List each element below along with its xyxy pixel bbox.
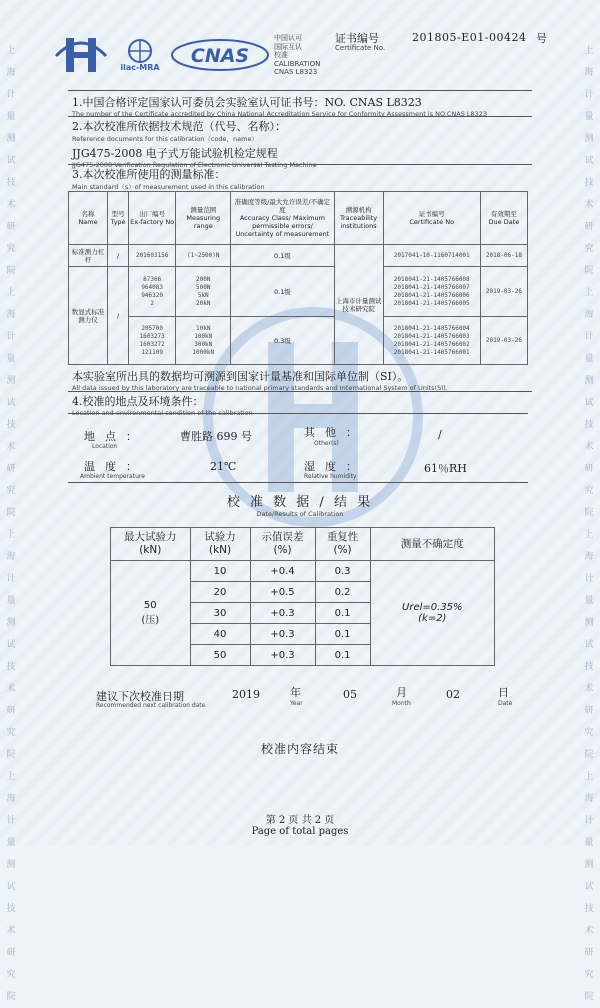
certificate-header — [52, 20, 560, 80]
next-calibration-label: 建议下次校准日期 — [96, 690, 184, 703]
temperature-label: 温度： — [84, 460, 147, 473]
col-range: 测量范围 Measuring range — [176, 192, 231, 245]
certificate-no-label-en: Certificate No. — [335, 44, 386, 52]
page-number: 第 2 页 共 2 页 Page of total pages — [251, 815, 349, 837]
col-type: 型号 Type — [108, 192, 129, 245]
col-due-date: 有效期至 Due Date — [480, 192, 527, 245]
humidity-value: 61％RH — [424, 462, 467, 475]
divider — [68, 116, 532, 117]
results-table — [110, 527, 495, 666]
humidity-label: 湿度： — [304, 460, 367, 473]
divider — [68, 164, 532, 165]
month-label: 月 — [396, 686, 407, 699]
divider — [68, 391, 532, 392]
day-label: 日 — [498, 686, 509, 699]
uncertainty-cell: Urel=0.35% (k=2) — [370, 561, 494, 666]
divider — [68, 90, 532, 91]
year-label: 年 — [290, 686, 301, 699]
table-header-row — [111, 528, 495, 561]
location-label-en: Location — [92, 443, 118, 450]
security-strip-left: 上 海 计 量 测 试 技 术 研 究 院 上 海 计 量 测 试 技 术 研 究 院 上 海 计 量 测 试 技 术 研 究 院 上 海 计 量 测 试 技 术 研 究 院 — [6, 46, 16, 1002]
ilac-mra-logo-icon — [114, 38, 166, 72]
security-strip-right: 上 海 计 量 测 试 技 术 研 究 院 上 海 计 量 测 试 技 术 研 究 院 上 海 计 量 测 试 技 术 研 究 院 上 海 计 量 测 试 技 术 研 究 院 — [584, 46, 594, 1002]
table-row: 20 +0.5 0.2 — [111, 582, 495, 603]
location-value: 曹胜路 699 号 — [180, 430, 252, 443]
traceability-statement: 本实验室所出具的数据均可溯源到国家计量基准和国际单位制（SI）。 All data issued by this laboratory are traceable to national primary standards and International System of Units(SI). — [72, 370, 448, 392]
others-value: / — [438, 428, 442, 441]
certificate-no-value: 201805-E01-00424 — [412, 31, 527, 44]
reference-doc-cn: JJG475-2008 电子式万能试验机检定规程 — [72, 147, 278, 160]
temperature-value: 21℃ — [210, 460, 237, 473]
section-accreditation: 1.中国合格评定国家认可委员会实验室认可证书号：NO. CNAS L8323 The number of the Certificate accredited by China National Accreditation Service for Conformity Assessment is NO.CNAS L8323 — [72, 96, 488, 118]
col-ex-factory-no: 出厂编号 Ex-factory No — [129, 192, 176, 245]
table-row: 50 +0.3 0.1 — [111, 645, 495, 666]
col-test-force: 试验力 (kN) — [190, 528, 250, 561]
humidity-label-en: Relative humidity — [304, 473, 357, 480]
others-label: 其他： — [304, 426, 367, 439]
table-row: 40 +0.3 0.1 — [111, 624, 495, 645]
col-uncertainty: 测量不确定度 — [370, 528, 494, 561]
others-label-en: Other(s) — [314, 440, 339, 447]
table-row: 30 +0.3 0.1 — [111, 603, 495, 624]
table-row: 标准测力杠杆 / 201603156 (1~2500)N 0.1级 上海市计量测试技术研究院 2017041-10-1160714001 2018-06-18 — [69, 245, 528, 267]
section-location: 4.校准的地点及环境条件： Location and environmental condition of the calibration — [72, 395, 253, 417]
col-certificate-no: 证书编号 Certificate No — [383, 192, 480, 245]
table-row: 数显式标准测力仪 / 87306 964083 946320 2 200N 500N 5kN 20kN 0.1级 2018041-21-1405766008 2018041-21-1405766007 2018041-21-1405766006 2018041-21-1405766005 2019-03-26 — [69, 267, 528, 317]
table-header-row — [69, 192, 528, 245]
day-label-en: Date — [498, 700, 513, 707]
col-max-force: 最大试验力 (kN) — [111, 528, 191, 561]
table-row: 205700 1603273 1603272 121109 10kN 100kN 300kN 1000kN 0.3级 2018041-21-1405766004 2018041-21-1405766003 2018041-21-1405766002 2018041-21-1405766001 2019-03-26 — [69, 317, 528, 365]
temperature-label-en: Ambient temperature — [80, 473, 145, 480]
results-subtitle: Date/Results of Calibration — [256, 510, 344, 518]
section-standards: 3.本次校准所使用的测量标准： Main standard（s）of measurement used in this calibration — [72, 168, 265, 191]
results-title: 校 准 数 据 / 结 果 — [226, 495, 374, 510]
col-traceability: 溯源机构 Traceability institutions — [334, 192, 383, 245]
svg-text:CNAS: CNAS — [190, 45, 250, 67]
table-row: 50 (压) 10 +0.4 0.3 Urel=0.35% (k=2) — [111, 561, 495, 582]
col-repeatability: 重复性 (%) — [315, 528, 370, 561]
certificate-no-suffix: 号 — [536, 32, 547, 45]
location-label: 地点： — [84, 430, 147, 443]
next-calibration-label-en: Recommended next calibration date — [96, 702, 206, 709]
standards-table — [68, 191, 528, 365]
certificate-no-label: 证书编号 — [335, 32, 379, 45]
year-label-en: Year — [290, 700, 303, 707]
max-force-cell: 50 (压) — [111, 561, 191, 666]
next-day-value: 02 — [446, 688, 460, 701]
institute-logo-icon — [52, 28, 110, 76]
month-label-en: Month — [392, 700, 411, 707]
environment-conditions — [68, 413, 528, 483]
cnas-logo-icon — [170, 38, 270, 72]
cnas-accreditation-mark: 中国认可 国际互认 校准 CALIBRATION CNAS L8323 — [274, 34, 321, 76]
next-month-value: 05 — [343, 688, 357, 701]
reference-doc-en: JJG475-2008 Verification Regulation of Electronic Universal Testing Machine — [72, 161, 317, 169]
col-indication-error: 示值误差 (%) — [250, 528, 315, 561]
col-name: 名称 Name — [69, 192, 108, 245]
svg-text:ilac-MRA: ilac-MRA — [120, 63, 160, 72]
end-of-content: 校准内容结束 — [260, 742, 339, 756]
next-year-value: 2019 — [232, 688, 260, 701]
section-reference-docs: 2.本次校准所依据技术规范（代号、名称）： Reference documents for this calibration（code，name） JJG475-2008 电子式万能试验机检定规程 JJG475-2008 Verification Regulation of Electronic Universal Testing Machine — [72, 120, 317, 169]
col-accuracy: 准确度等级/最大允许误差/不确定度 Accuracy Class/ Maximum permissible errors/ Uncertainty of measurement — [231, 192, 334, 245]
